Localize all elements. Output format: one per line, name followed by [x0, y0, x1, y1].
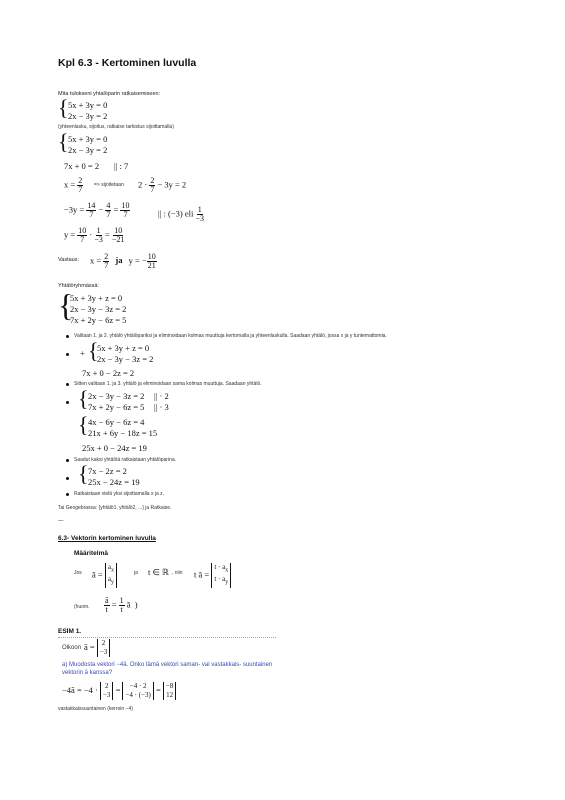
task-text: a) Muodosta vektori −4ā. Onko tämä vektori saman- vai vastakkais- suuntainen vektorin ā kanssa? — [62, 662, 273, 676]
group-label: Yhtälöryhmässä: — [58, 283, 99, 289]
equation-line: −3y = $\frac{14}{7}$ − $\frac{4}{7}$ = $\frac{10}{7}$ — [64, 201, 130, 219]
brace: { — [78, 386, 89, 411]
definition-vector: ā = $a_x$ $a_y$ — [92, 563, 117, 588]
equation-line — [64, 177, 83, 194]
def-niin: , niin — [172, 570, 183, 576]
bullet-text: Sitten valitaan 1. ja 3. yhtälö ja eliminoidaan sama kolmas muuttuja. Saadaan yhtälö. — [74, 381, 262, 387]
equation-line: 4x − 6y − 6z = 4 — [88, 417, 145, 427]
equation-line: 7x − 2z = 2 — [88, 466, 127, 476]
equation-line: 2x − 3y − 3z = 2 — [88, 391, 145, 401]
operation-note: || · 2 — [154, 391, 169, 401]
def-t: t ∈ ℝ — [148, 567, 169, 577]
definition-heading: Määritelmä — [74, 550, 108, 557]
final-note: vastakkaissuuntainen (kerroin −4) — [58, 706, 133, 712]
bullet-text: Ratkaistaan vielä yksi sijoittamalla x ja z. — [74, 491, 165, 497]
equation-line: 2 · $\frac{2}{7}$ − 3y = 2 — [138, 176, 187, 194]
geogebra-note: Tai Geogebrassa: {yhtälö1, yhtälö2, ...} ja Ratkaise. — [58, 505, 172, 511]
huom-formula: $\frac{ā}{t}$ = $\frac{1}{t}$ ā ) — [105, 596, 138, 614]
equation-line: 5x + 3y + z = 0 — [70, 293, 123, 303]
separator: — — [58, 518, 64, 524]
note-text: => sijoitetaan — [94, 182, 124, 188]
equation-line: 2x − 3y = 2 — [68, 111, 108, 121]
brace: { — [58, 287, 74, 323]
bullet-text: Valitaan 1. ja 2. yhtälö yhtälöpariksi ja eliminoidaan kolmas muuttuja kertomalla ja yhteenlaskulla. Saadaan yhtälö, jossa x ja y tuntemattomia. — [74, 333, 387, 339]
brace: { — [58, 95, 69, 120]
equation-line: 7x + 2y − 6z = 5 — [70, 315, 127, 325]
equation-line: 25x + 0 − 24z = 19 — [82, 443, 147, 453]
operation-note: || : 7 — [114, 161, 129, 171]
plus-sign: + — [80, 348, 85, 358]
olkoon-text: Olkoon — [62, 645, 82, 651]
page-title: Kpl 6.3 - Kertominen luvulla — [58, 57, 197, 69]
operation-note: || : (−3) eli $\frac{1}{-3}$ — [158, 205, 204, 223]
bullet-text: Saadut kaksi yhtälöä ratkaistaan yhtälöparina. — [74, 457, 177, 463]
equation-line: 2x − 3y − 3z = 2 — [97, 354, 154, 364]
brace: { — [78, 412, 89, 437]
bullet — [66, 477, 69, 480]
operation-note: || · 3 — [154, 402, 169, 412]
def-jos: Jos — [74, 570, 82, 576]
equation-line: 7x + 2y − 6z = 5 — [88, 402, 145, 412]
intro-text: Mita tulokseni yhtalöparin ratkaisemiseen: — [58, 91, 161, 97]
def-ja: ja — [134, 570, 138, 576]
equation-line: 25x − 24z = 19 — [88, 477, 140, 487]
bullet — [66, 335, 69, 338]
result-line: −4ā = −4 · 2 −3 = −4 · 2 −4 · (−3) = −8 12 — [62, 682, 176, 700]
equation-line: y = $\frac{10}{7}$ · $\frac{1}{-3}$ = $\frac{10}{-21}$ — [64, 226, 125, 244]
given-vector: ā = 2 −3 — [84, 639, 110, 657]
equation-line: 21x + 6y − 18z = 15 — [88, 428, 158, 438]
fraction: $\frac{2}{7}$ — [78, 176, 83, 194]
bullet — [66, 383, 69, 386]
example-divider — [58, 637, 276, 638]
answer-label: Vastaus: — [58, 257, 79, 263]
example-heading: ESIM 1. — [58, 628, 82, 635]
brace: { — [58, 129, 69, 154]
equation-part: x = — [64, 179, 76, 190]
bullet — [66, 459, 69, 462]
brace: { — [88, 338, 99, 363]
bullet — [66, 353, 69, 356]
note-text: (yhteenlasku, sijoitus, ratkaise tarkistus sijoittamalla) — [58, 124, 174, 130]
equation-line: 5x + 3y = 0 — [68, 134, 108, 144]
brace: { — [78, 461, 89, 486]
equation-line: 2x − 3y = 2 — [68, 145, 108, 155]
bullet — [66, 493, 69, 496]
equation-line: 7x + 0 = 2 — [64, 161, 100, 171]
equation-line: 5x + 3y + z = 0 — [97, 343, 150, 353]
equation-line: 7x + 0 − 2z = 2 — [82, 368, 135, 378]
section-heading: 6.3- Vektorin kertominen luvulla — [58, 535, 156, 542]
bullet — [66, 401, 69, 404]
equation-line: 5x + 3y = 0 — [68, 100, 108, 110]
huom-text: (huom. — [74, 604, 90, 610]
answer-line: x = $\frac{2}{7}$ ja y = − $\frac{10}{21}$ — [90, 252, 156, 270]
equation-line: 2x − 3y − 3z = 2 — [70, 304, 127, 314]
definition-result: t ā = $t \cdot a_x$ $t \cdot a_y$ — [194, 563, 231, 588]
